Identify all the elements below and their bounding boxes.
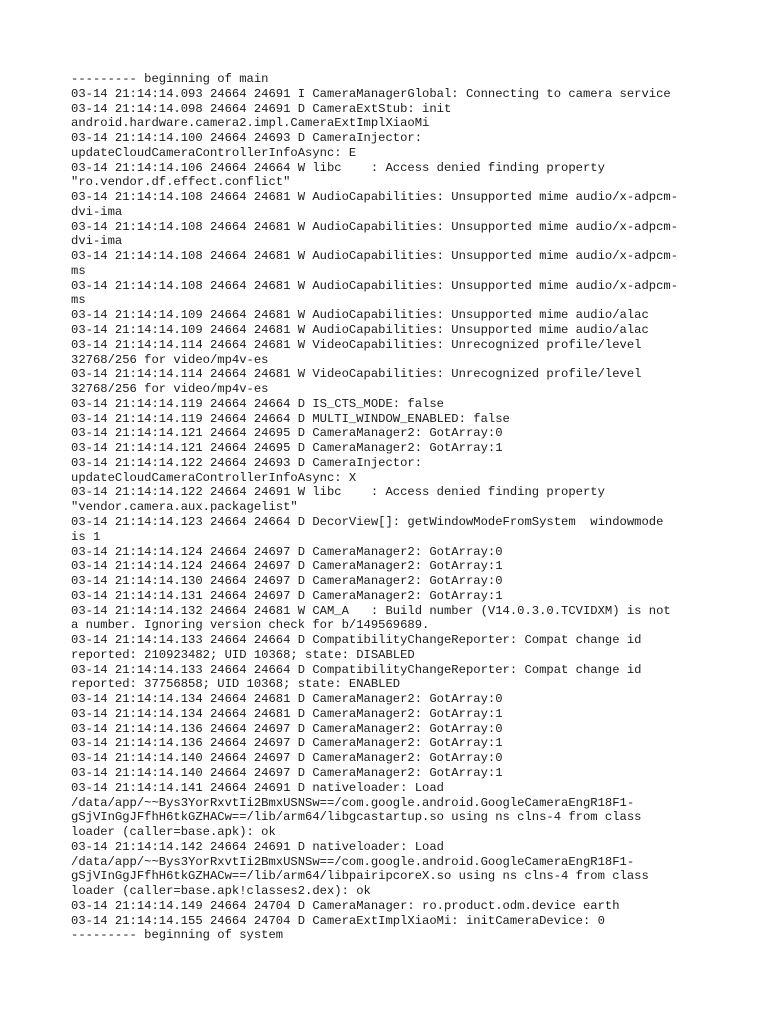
log-line: gSjVInGgJFfhH6tkGZHACw==/lib/arm64/libgcastartup.so using ns clns-4 from class <box>71 810 642 825</box>
log-line: 03-14 21:14:14.121 24664 24695 D CameraManager2: GotArray:0 <box>71 426 503 441</box>
log-line: is 1 <box>71 529 101 544</box>
log-line: 03-14 21:14:14.132 24664 24681 W CAM_A : Build number (V14.0.3.0.TCVIDXM) is not <box>71 603 671 618</box>
log-line: 03-14 21:14:14.142 24664 24691 D nativeloader: Load <box>71 839 444 854</box>
log-line: 03-14 21:14:14.155 24664 24704 D CameraExtImplXiaoMi: initCameraDevice: 0 <box>71 913 605 928</box>
log-line: 03-14 21:14:14.098 24664 24691 D CameraExtStub: init <box>71 101 452 116</box>
log-line: 03-14 21:14:14.109 24664 24681 W AudioCapabilities: Unsupported mime audio/alac <box>71 323 649 338</box>
log-line: 03-14 21:14:14.106 24664 24664 W libc : Access denied finding property <box>71 160 605 175</box>
log-line: 32768/256 for video/mp4v-es <box>71 382 269 397</box>
log-line: /data/app/~~Bys3YorRxvtIi2BmxUSNSw==/com.google.android.GoogleCameraEngR18F1- <box>71 795 635 810</box>
log-line: 03-14 21:14:14.109 24664 24681 W AudioCapabilities: Unsupported mime audio/alac <box>71 308 649 323</box>
log-line: a number. Ignoring version check for b/149569689. <box>71 618 430 633</box>
log-line: 03-14 21:14:14.124 24664 24697 D CameraManager2: GotArray:0 <box>71 544 503 559</box>
log-line: 03-14 21:14:14.122 24664 24693 D CameraInjector: <box>71 455 423 470</box>
log-line: 03-14 21:14:14.108 24664 24681 W AudioCapabilities: Unsupported mime audio/x-adpcm- <box>71 219 679 234</box>
log-line: "ro.vendor.df.effect.conflict" <box>71 175 291 190</box>
log-document <box>71 72 711 943</box>
log-line: loader (caller=base.apk!classes2.dex): ok <box>71 884 371 899</box>
log-line: 03-14 21:14:14.130 24664 24697 D CameraManager2: GotArray:0 <box>71 574 503 589</box>
log-line: 03-14 21:14:14.122 24664 24691 W libc : Access denied finding property <box>71 485 605 500</box>
log-line: 03-14 21:14:14.149 24664 24704 D CameraManager: ro.product.odm.device earth <box>71 898 620 913</box>
log-line: 32768/256 for video/mp4v-es <box>71 352 269 367</box>
log-line: reported: 210923482; UID 10368; state: DISABLED <box>71 647 415 662</box>
log-line: 03-14 21:14:14.140 24664 24697 D CameraManager2: GotArray:1 <box>71 765 503 780</box>
log-line: dvi-ima <box>71 204 123 219</box>
log-line: 03-14 21:14:14.131 24664 24697 D CameraManager2: GotArray:1 <box>71 588 503 603</box>
log-line: updateCloudCameraControllerInfoAsync: E <box>71 145 357 160</box>
log-line: 03-14 21:14:14.114 24664 24681 W VideoCapabilities: Unrecognized profile/level <box>71 337 642 352</box>
log-line: 03-14 21:14:14.108 24664 24681 W AudioCapabilities: Unsupported mime audio/x-adpcm- <box>71 249 679 264</box>
log-line: loader (caller=base.apk): ok <box>71 825 276 840</box>
log-line: 03-14 21:14:14.141 24664 24691 D nativeloader: Load <box>71 780 444 795</box>
log-lines <box>71 72 711 943</box>
log-line: 03-14 21:14:14.108 24664 24681 W AudioCapabilities: Unsupported mime audio/x-adpcm- <box>71 278 679 293</box>
log-line: 03-14 21:14:14.136 24664 24697 D CameraManager2: GotArray:1 <box>71 736 503 751</box>
log-line: --------- beginning of main <box>71 72 269 86</box>
log-line: 03-14 21:14:14.134 24664 24681 D CameraManager2: GotArray:1 <box>71 706 503 721</box>
log-line: 03-14 21:14:14.119 24664 24664 D MULTI_WINDOW_ENABLED: false <box>71 411 510 426</box>
log-line: reported: 37756858; UID 10368; state: ENABLED <box>71 677 401 692</box>
log-line: ms <box>71 293 86 308</box>
log-line: android.hardware.camera2.impl.CameraExtImplXiaoMi <box>71 116 430 131</box>
log-line: 03-14 21:14:14.121 24664 24695 D CameraManager2: GotArray:1 <box>71 441 503 456</box>
log-line: ms <box>71 263 86 278</box>
log-line: 03-14 21:14:14.100 24664 24693 D CameraInjector: <box>71 131 423 146</box>
log-line: "vendor.camera.aux.packagelist" <box>71 500 298 515</box>
log-line: 03-14 21:14:14.108 24664 24681 W AudioCapabilities: Unsupported mime audio/x-adpcm- <box>71 190 679 205</box>
log-line: --------- beginning of system <box>71 928 284 943</box>
log-line: 03-14 21:14:14.093 24664 24691 I CameraManagerGlobal: Connecting to camera service <box>71 86 671 101</box>
log-line: 03-14 21:14:14.124 24664 24697 D CameraManager2: GotArray:1 <box>71 559 503 574</box>
log-line: gSjVInGgJFfhH6tkGZHACw==/lib/arm64/libpairipcoreX.so using ns clns-4 from class <box>71 869 649 884</box>
log-line: 03-14 21:14:14.136 24664 24697 D CameraManager2: GotArray:0 <box>71 721 503 736</box>
log-line: 03-14 21:14:14.119 24664 24664 D IS_CTS_MODE: false <box>71 396 444 411</box>
log-line: 03-14 21:14:14.114 24664 24681 W VideoCapabilities: Unrecognized profile/level <box>71 367 642 382</box>
log-line: /data/app/~~Bys3YorRxvtIi2BmxUSNSw==/com.google.android.GoogleCameraEngR18F1- <box>71 854 635 869</box>
log-line: 03-14 21:14:14.140 24664 24697 D CameraManager2: GotArray:0 <box>71 751 503 766</box>
log-line: 03-14 21:14:14.134 24664 24681 D CameraManager2: GotArray:0 <box>71 692 503 707</box>
log-line: updateCloudCameraControllerInfoAsync: X <box>71 470 357 485</box>
log-line: 03-14 21:14:14.133 24664 24664 D CompatibilityChangeReporter: Compat change id <box>71 633 642 648</box>
log-line: 03-14 21:14:14.133 24664 24664 D CompatibilityChangeReporter: Compat change id <box>71 662 642 677</box>
log-line: 03-14 21:14:14.123 24664 24664 D DecorView[]: getWindowModeFromSystem windowmode <box>71 514 664 529</box>
log-line: dvi-ima <box>71 234 123 249</box>
